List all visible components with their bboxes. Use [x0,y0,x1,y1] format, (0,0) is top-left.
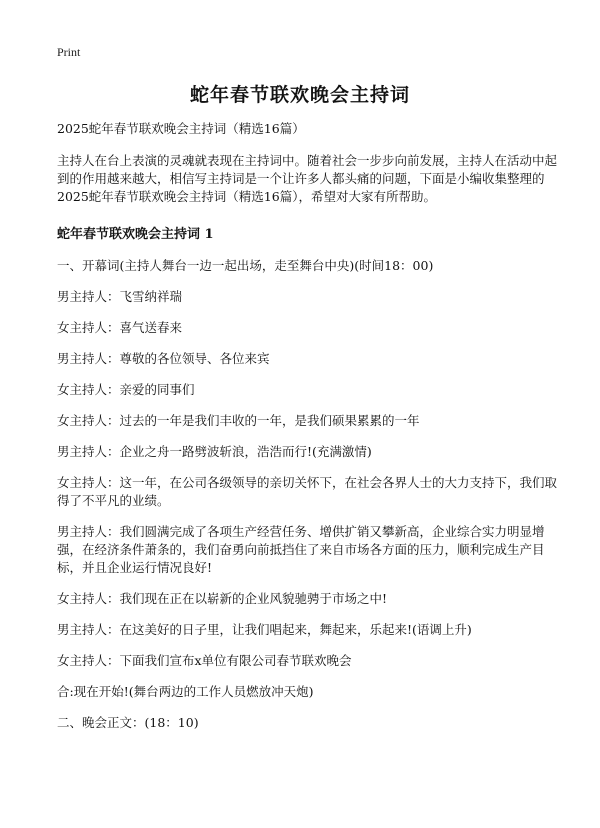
script-line: 一、开幕词(主持人舞台一边一起出场，走至舞台中央)(时间18：00) [57,258,434,273]
script-line: 男主持人：我们圆满完成了各项生产经营任务、增供扩销又攀新高，企业综合实力明显增强，在经济条件萧条的，我们奋勇向前抵挡住了来自市场各方面的压力，顺利完成生产目标，并且企业运行情况良好! [57,524,545,575]
script-line: 女主持人：下面我们宣布x单位有限公司春节联欢晚会 [57,653,352,668]
section-heading: 蛇年春节联欢晚会主持词 1 [57,227,214,242]
script-line: 女主持人：过去的一年是我们丰收的一年，是我们硕果累累的一年 [57,413,420,428]
print-link[interactable]: Print [57,45,81,59]
intro-paragraph: 主持人在台上表演的灵魂就表现在主持词中。随着社会一步步向前发展，主持人在活动中起到的作用越来越大，相信写主持词是一个让许多人都头痛的问题，下面是小编收集整理的2025蛇年春节联欢晚会主持词（精选16篇），希望对大家有所帮助。 [57,153,558,204]
script-line: 男主持人：在这美好的日子里，让我们唱起来，舞起来，乐起来!(语调上升) [57,622,472,637]
script-line: 二、晚会正文：(18：10) [57,715,199,730]
script-line: 男主持人：企业之舟一路劈波斩浪，浩浩而行!(充满激情) [57,444,372,459]
script-line: 女主持人：亲爱的同事们 [57,382,195,397]
script-line: 女主持人：这一年，在公司各级领导的亲切关怀下，在社会各界人士的大力支持下，我们取得了不平凡的业绩。 [57,475,558,508]
document-content [57,120,557,745]
script-line: 女主持人：我们现在正在以崭新的企业风貌驰骋于市场之中! [57,591,388,606]
script-line: 男主持人：尊敬的各位领导、各位来宾 [57,351,270,366]
script-line: 男主持人：飞雪纳祥瑞 [57,289,183,304]
document-title: 蛇年春节联欢晚会主持词 [189,84,410,106]
script-line: 合:现在开始!(舞台两边的工作人员燃放冲天炮) [57,684,314,699]
script-line: 女主持人：喜气送春来 [57,320,183,335]
document-subtitle: 2025蛇年春节联欢晚会主持词（精选16篇） [57,121,305,136]
